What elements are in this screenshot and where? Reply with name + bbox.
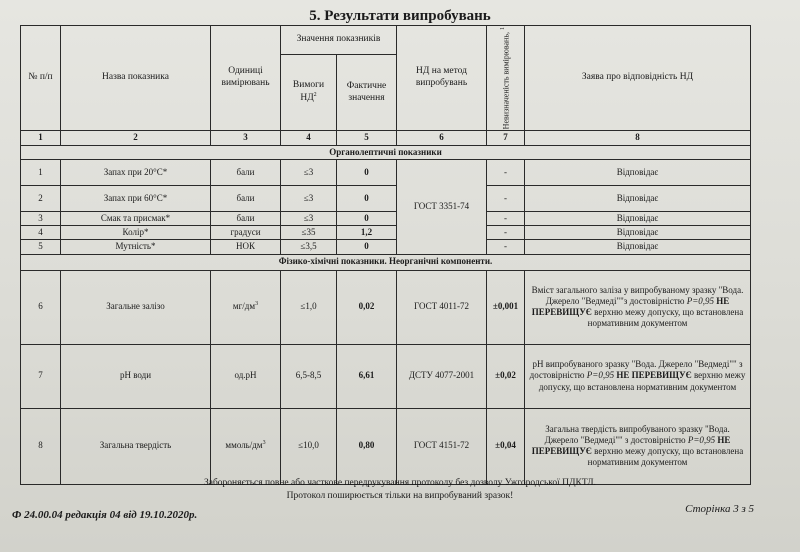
requirement: ≤10,0 [281, 408, 337, 484]
form-number: Ф 24.00.04 редакція 04 від 19.10.2020р. [12, 509, 198, 521]
unit [211, 344, 281, 408]
actual-value: 0 [337, 211, 397, 225]
header-requirements: Вимоги $НД^2$ [281, 54, 337, 130]
conformity-text: НЕ ПЕРЕВИЩУЄ [531, 434, 731, 457]
unit-superscript: 3 [262, 440, 266, 447]
header-actual-value: Фактичне значення [337, 54, 397, 130]
conformity-text: Загальна твердість випробуваного зразку "Вода. Джерело "Ведмеді"" з достовірністю [544, 423, 730, 445]
header-name: Назва показника [61, 26, 211, 131]
row-number: 4 [21, 226, 61, 240]
row-number: 6 [21, 270, 61, 344]
actual-value: 1,2 [337, 226, 397, 240]
column-number: 8 [525, 131, 751, 145]
header-number: № п/п [21, 26, 61, 131]
uncertainty: ±0,02 [487, 344, 525, 408]
unit: НОК [211, 240, 281, 254]
uncertainty: - [487, 211, 525, 225]
indicator-name: Запах при 20°С* [61, 159, 211, 185]
table-row [21, 185, 751, 211]
unit-text: мг/дм [232, 301, 256, 312]
actual-value: 0 [337, 240, 397, 254]
conformity-statement [525, 408, 751, 484]
footer-scope: Протокол поширюється тільки на випробуваний зразок! [286, 491, 514, 501]
row-number: 5 [21, 240, 61, 254]
conformity-text: НЕ ПЕРЕВИЩУЄ [614, 370, 692, 381]
section-organoleptic: Органолептичні показники [21, 145, 751, 159]
column-numbers-row [21, 131, 751, 145]
uncertainty: - [487, 159, 525, 185]
indicator-name: Загальна твердість [61, 408, 211, 484]
requirement: ≤1,0 [281, 270, 337, 344]
table-row [21, 270, 751, 344]
row-number: 7 [21, 344, 61, 408]
test-method: ГОСТ 3351-74 [397, 159, 487, 254]
uncertainty: ±0,04 [487, 408, 525, 484]
conformity-text: верхню межу допуску, що встановлена нормативним документом [587, 307, 744, 329]
column-number: 3 [211, 131, 281, 145]
column-number: 2 [61, 131, 211, 145]
row-number: 8 [21, 408, 61, 484]
table-row [21, 344, 751, 408]
header-units: Одиниці вимірювань [211, 26, 281, 131]
conformity-statement [525, 270, 751, 344]
actual-value: 0,02 [337, 270, 397, 344]
conformity-text: верхню межу допуску, що встановлена нормативним документом [587, 446, 744, 468]
section-title: 5. Результати випробувань [309, 8, 491, 24]
test-method: ГОСТ 4011-72 [397, 270, 487, 344]
unit: бали [211, 211, 281, 225]
conformity-text: Р=0,95 [586, 370, 615, 381]
column-number: 5 [337, 131, 397, 145]
uncertainty: - [487, 226, 525, 240]
conformity: Відповідає [525, 211, 751, 225]
table-row [21, 240, 751, 254]
table-row [21, 226, 751, 240]
requirement: ≤3 [281, 211, 337, 225]
indicator-name: Мутність* [61, 240, 211, 254]
actual-value: 0 [337, 185, 397, 211]
footer-notice: Забороняється повне або часткове передрукування протоколу без дозволу Ужгородської ПДКТЛ. [203, 478, 596, 488]
requirement: ≤3,5 [281, 240, 337, 254]
header-uncertainty: Невизначеність вимірювань, $^1$ [487, 26, 525, 131]
test-method: ДСТУ 4077-2001 [397, 344, 487, 408]
conformity: Відповідає [525, 226, 751, 240]
conformity: Відповідає [525, 185, 751, 211]
unit [211, 270, 281, 344]
column-number: 1 [21, 131, 61, 145]
indicator-name: рН води [61, 344, 211, 408]
indicator-name: Загальне залізо [61, 270, 211, 344]
unit: бали [211, 185, 281, 211]
indicator-name: Смак та присмак* [61, 211, 211, 225]
column-number: 7 [487, 131, 525, 145]
conformity-text: Вміст загального заліза у випробуваному зразку "Вода. Джерело "Ведмеді""з достовірністю [531, 284, 744, 306]
test-method: ГОСТ 4151-72 [397, 408, 487, 484]
table-row [21, 159, 751, 185]
uncertainty: - [487, 185, 525, 211]
actual-value: 0,80 [337, 408, 397, 484]
header-values-group: Значення показників [281, 26, 397, 55]
table-row [21, 211, 751, 225]
conformity-text: Р=0,95 [686, 295, 715, 306]
column-number: 6 [397, 131, 487, 145]
section-chemical: Фізико-хімічні показники. Неорганічні компоненти. [21, 254, 751, 270]
header-method: НД на метод випробувань [397, 26, 487, 131]
table-row [21, 408, 751, 484]
indicator-name: Запах при 60°С* [61, 185, 211, 211]
unit: градуси [211, 226, 281, 240]
unit [211, 408, 281, 484]
indicator-name: Колір* [61, 226, 211, 240]
row-number: 2 [21, 185, 61, 211]
uncertainty: - [487, 240, 525, 254]
actual-value: 0 [337, 159, 397, 185]
conformity-text: pH випробуваного зразку "Вода. Джерело "Ведмеді"" з достовірністю [529, 359, 743, 381]
requirement: ≤3 [281, 185, 337, 211]
unit-text: од.рН [234, 370, 257, 381]
conformity-statement [525, 344, 751, 408]
results-table [20, 25, 751, 485]
conformity-text: верхню межу допуску, що встановлена нормативним документом [538, 370, 746, 392]
actual-value: 6,61 [337, 344, 397, 408]
row-number: 1 [21, 159, 61, 185]
requirement: ≤3 [281, 159, 337, 185]
unit: бали [211, 159, 281, 185]
unit-text: ммоль/дм [225, 440, 263, 451]
header-conformity: Заява про відповідність НД [525, 26, 751, 131]
uncertainty: ±0,001 [487, 270, 525, 344]
conformity: Відповідає [525, 240, 751, 254]
requirement: ≤35 [281, 226, 337, 240]
unit-superscript: 3 [255, 301, 259, 308]
conformity: Відповідає [525, 159, 751, 185]
page-number: Сторінка 3 з 5 [685, 503, 754, 515]
column-number: 4 [281, 131, 337, 145]
requirement: 6,5-8,5 [281, 344, 337, 408]
conformity-text: Р=0,95 [687, 434, 716, 445]
conformity-text: НЕ ПЕРЕВИЩУЄ [531, 295, 730, 318]
row-number: 3 [21, 211, 61, 225]
